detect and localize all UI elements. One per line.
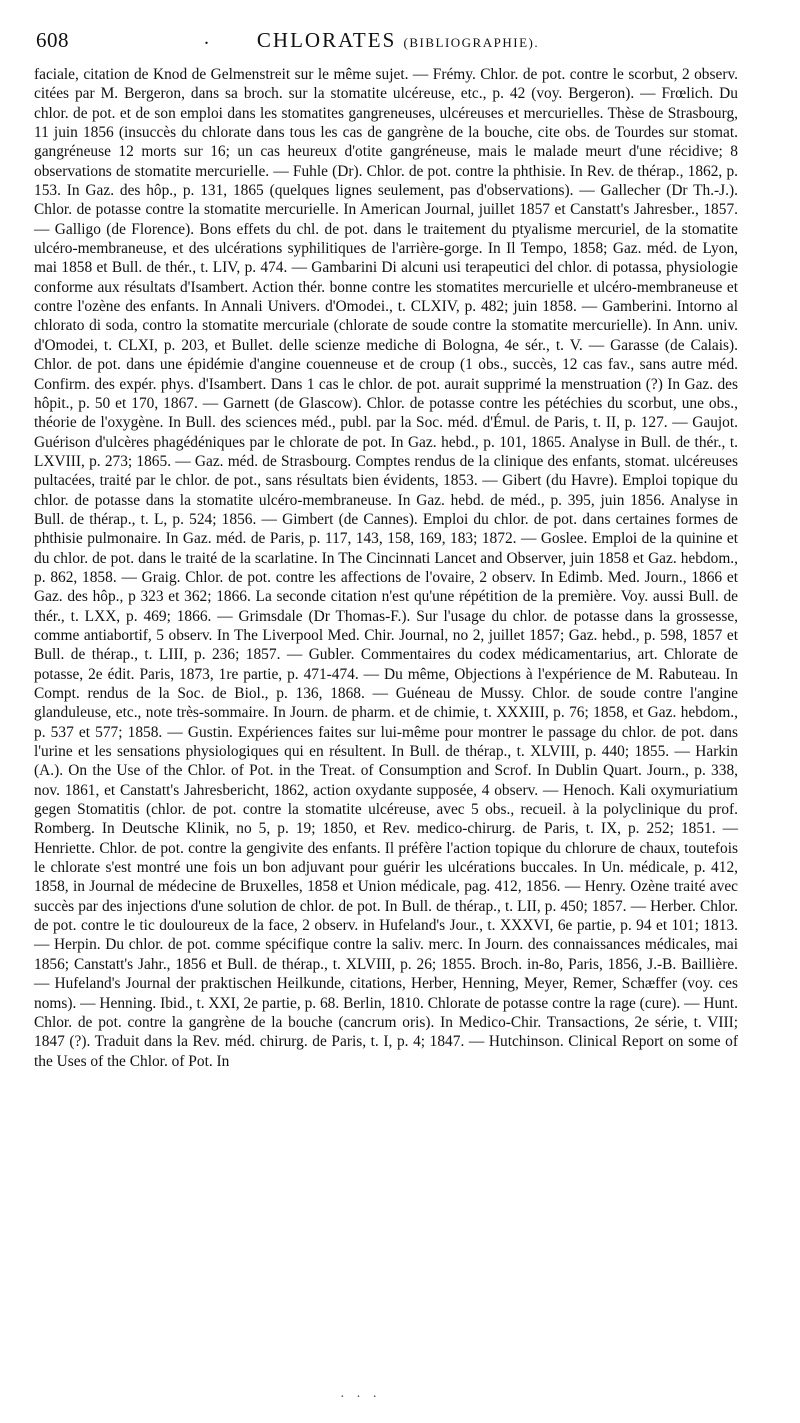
running-title-main: CHLORATES [256, 28, 397, 52]
bibliography-text: faciale, citation de Knod de Gelmenstreit sur le même sujet. — Frémy. Chlor. de pot. contre le scorbut, 2 observ. citées par M. Bergeron, dans sa broch. sur la stomatite ulcéreuse, etc., p. 42 (voy. Bergeron). — Frœlich. Du chlor. de pot. et de son emploi dans les stomatites gangreneuses, ulcéreuses et mercurielles. Thèse de Strasbourg, 11 juin 1856 (insuccès du chlorate dans tous les cas de gangrène de la bouche, cite obs. de Tourdes sur stomat. gangréneuse 12 morts sur 16; un cas heureux d'otite gangréneuse, mais le malade meurt d'une récidive; 8 observations de stomatite mercurielle. — Fuhle (Dr). Chlor. de pot. contre la phthisie. In Rev. de thérap., 1862, p. 153. In Gaz. des hôp., p. 131, 1865 (quelques lignes seulement, pas d'observations). — Gallecher (Dr Th.-J.). Chlor. de potasse contre la stomatite mercurielle. In American Journal, juillet 1857 et Canstatt's Jahresber., 1857. — Galligo (de Florence). Bons effets du chl. de pot. dans le traitement du ptyalisme mercuriel, de la stomatite ulcéro-membraneuse, et des ulcérations syphilitiques de l'arrière-gorge. In Il Tempo, 1858; Gaz. méd. de Lyon, mai 1858 et Bull. de thér., t. LIV, p. 474. — Gambarini Di alcuni usi terapeutici del chlor. di potassa, physiologie conforme aux résultats d'Isambert. Action thér. bonne contre les stomatites mercurielle et ulcéro-membraneuse et contre l'ozène des enfants. In Annali Univers. d'Omodei., t. CLXIV, p. 482; juin 1858. — Gamberini. Intorno al chlorato di soda, contro la stomatite mercuriale (chlorate de soude contre la stomatite mercurielle). In Ann. univ. d'Omodei, t. CLXI, p. 203, et Bullet. delle scienze mediche di Bologna, 4e sér., t. V. — Garasse (de Calais). Chlor. de pot. dans une épidémie d'angine couenneuse et de croup (1 obs., succès, 12 cas fav., sans autre méd. Confirm. des expér. phys. d'Isambert. Dans 1 cas le chlor. de pot. aurait supprimé la menstruation (?) In Gaz. des hôpit., p. 50 et 170, 1867. — Garnett (de Glascow). Chlor. de potasse contre les pétéchies du scorbut, une obs., théorie de l'oxygène. In Bull. des sciences méd., publ. par la Soc. méd. d'Émul. de Paris, t. II, p. 127. — Gaujot. Guérison d'ulcères phagédéniques par le chlorate de pot. In Gaz. hebd., p. 101, 1865. Analyse in Bull. de thér., t. LXVIII, p. 273; 1865. — Gaz. méd. de Strasbourg. Comptes rendus de la clinique des enfants, stomat. ulcéreuses pultacées, traité par le chlor. de pot., sans résultats bien évidents, 1853. — Gibert (du Havre). Emploi topique du chlor. de potasse dans la stomatite ulcéro-membraneuse. In Gaz. hebd. de méd., p. 395, juin 1856. Analyse in Bull. de thérap., t. L, p. 524; 1856. — Gimbert (de Cannes). Emploi du chlor. de pot. dans certaines formes de phthisie pulmonaire. In Gaz. méd. de Paris, p. 117, 143, 158, 169, 183; 1872. — Goslee. Emploi de la quinine et du chlor. de pot. dans le traité de la scarlatine. In The Cincinnati Lancet and Observer, juin 1858 et Gaz. hebdom., p. 862, 1858. — Graig. Chlor. de pot. contre les affections de l'ovaire, 2 observ. In Edimb. Med. Journ., 1866 et Gaz. des hôp., p 323 et 362; 1866. La seconde citation n'est qu'une répétition de la première. Voy. aussi Bull. de thér., t. LXX, p. 469; 1866. — Grimsdale (Dr Thomas-F.). Sur l'usage du chlor. de potasse dans la grossesse, comme antiabortif, 5 observ. In The Liverpool Med. Chir. Journal, no 2, juillet 1857; Gaz. hebd., p. 598, 1857 et Bull. de thérap., t. LIII, p. 236; 1857. — Gubler. Commentaires du codex médicamentarius, art. Chlorate de potasse, 2e édit. Paris, 1873, 1re partie, p. 471-474. — Du même, Objections à l'expérience de M. Rabuteau. In Compt. rendus de la Soc. de Biol., p. 136, 1868. — Guéneau de Mussy. Chlor. de soude contre l'angine glanduleuse, etc., note très-sommaire. In Journ. de pharm. et de chimie, t. XXXIII, p. 76; 1858, et Gaz. hebdom., p. 537 et 577; 1858. — Gustin. Expériences faites sur lui-même pour montrer le passage du chlor. de pot. dans l'urine et les sensations physiologiques qui en résultent. In Bull. de thérap., t. XLVIII, p. 440; 1855. — Harkin (A.). On the Use of the Chlor. of Pot. in the Treat. of Consumption and Scrof. In Dublin Quart. Journ., p. 338, nov. 1861, et Canstatt's Jahresbericht, 1862, action oxydante supposée, 4 observ. — Henoch. Kali oxymuriatium gegen Stomatitis (chlor. de pot. contre la stomatite ulcéreuse, avec 5 obs., recueil. à la polyclinique du prof. Romberg. In Deutsche Klinik, no 5, p. 19; 1850, et Rev. medico-chirurg. de Paris, t. IX, p. 252; 1851. — Henriette. Chlor. de pot. contre la gengivite des enfants. Il préfère l'action topique du chlorure de chaux, toutefois le chlorate s'est montré une fois un bon adjuvant pour guérir les ulcérations buccales. In Un. médicale, p. 412, 1858, in Journal de médecine de Bruxelles, 1858 et Union médicale, pag. 412, 1856. — Henry. Ozène traité avec succès par des injections d'une solution de chlor. de pot. In Bull. de thérap., t. LII, p. 450; 1857. — Herber. Chlor. de pot. contre le tic douloureux de la face, 2 observ. in Hufeland's Jour., t. XXXVI, 6e partie, p. 94 et 101; 1813. — Herpin. Du chlor. de pot. comme spécifique contre la saliv. merc. In Journ. des connaissances médicales, mai 1856; Canstatt's Jahr., 1856 et Bull. de thérap., t. XLVIII, p. 26; 1855. Broch. in-8o, Paris, 1856, J.-B. Baillière. — Hufeland's Journal der praktischen Heilkunde, citations, Herber, Henning, Meyer, Remer, Schæffer (voy. ces noms). — Henning. Ibid., t. XXI, 2e partie, p. 68. Berlin, 1810. Chlorate de potasse contre la rage (cure). — Hunt. Chlor. de pot. contre la gangrène de la bouche (cancrum oris). In Medico-Chir. Transactions, 2e série, t. VIII; 1847 (?). Traduit dans la Rev. méd. chirurg. de Paris, t. I, p. 4; 1847. — Hutchinson. Clinical Report on some of the Uses of the Chlor. of Pot. In [34, 66, 738, 1070]
running-title-subtitle: (BIBLIOGRAPHIE). [403, 35, 540, 50]
running-title [36, 28, 760, 53]
page-number: 608 [36, 28, 69, 52]
page-header [36, 28, 760, 58]
header-separator: . [204, 27, 209, 49]
page-footer-marks: · · · [340, 1390, 381, 1405]
